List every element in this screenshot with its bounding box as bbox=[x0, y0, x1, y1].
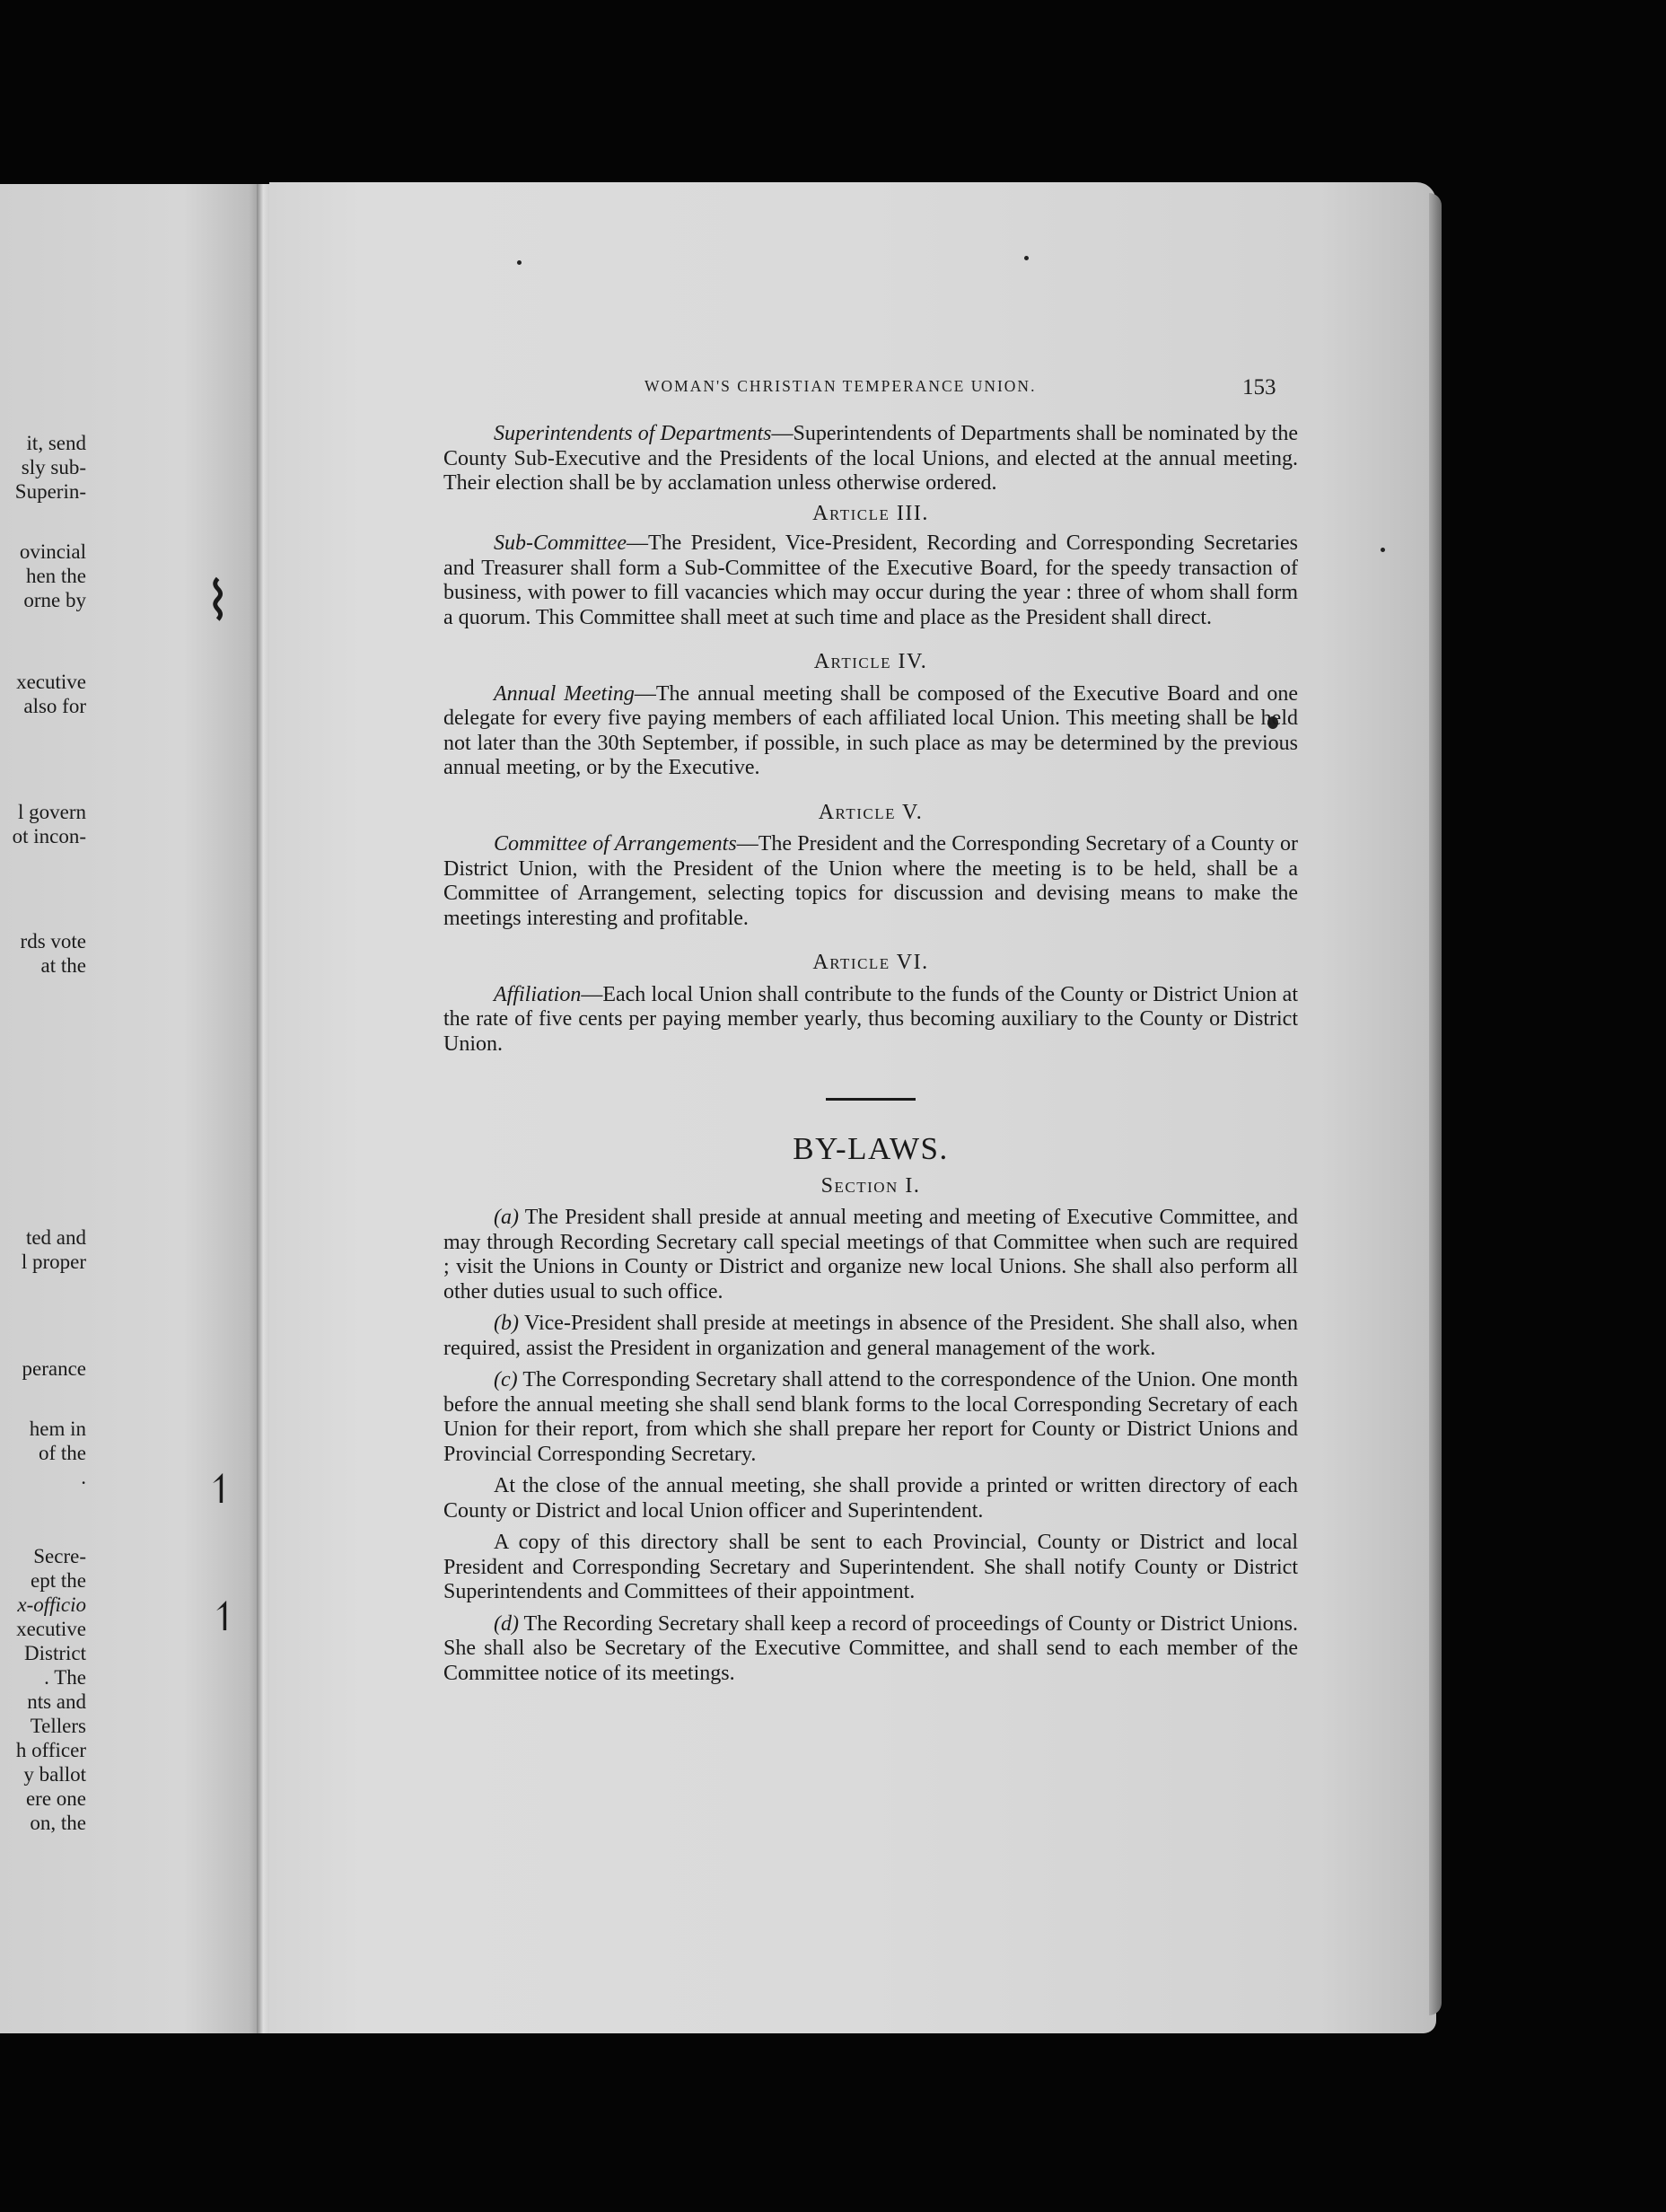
article-paragraph bbox=[443, 832, 1298, 931]
speck bbox=[1381, 548, 1385, 552]
left-fragment: ere one bbox=[25, 1787, 86, 1810]
left-fragment: xecutive bbox=[16, 1618, 86, 1640]
paragraph-text: —The annual meeting shall be composed of the Executive Board and one delegate for every five paying members of each affiliated local Union. This meeting shall be held not later than the 30th September, if possible, in such place as may be determined by the previous annual meeting, or by the Executive. bbox=[443, 681, 1298, 779]
paragraph-lead: Affiliation bbox=[494, 982, 582, 1006]
clause-text: The Corresponding Secretary shall attend to the correspondence of the Union. One month before the annual meeting she shall send blank forms to the local Corresponding Secretary of each Union for their report, from which she shall prepare her report for County or District Unions and Provincial Corresponding Secretary. bbox=[443, 1368, 1298, 1466]
article-heading: Article IV. bbox=[813, 650, 928, 673]
paragraph-lead: Annual Meeting bbox=[494, 681, 635, 706]
left-fragment: sly sub- bbox=[21, 456, 86, 478]
paragraph-text: —Superintendents of Departments shall be nominated by the County Sub-Executive and the Presidents of the local Unions, and elected at the annual meeting. Their election shall be by acclamation unless otherwise ordered. bbox=[443, 422, 1298, 495]
left-page-text bbox=[0, 184, 86, 2033]
superintendents-paragraph bbox=[443, 422, 1298, 496]
paragraph-text: —The President, Vice-President, Recording and Corresponding Secretaries and Treasurer shall form a Sub-Committee of the Executive Board, for the speedy transaction of business, with power to fill vacancies which may occur during the year : three of whom shall form a quorum. This Committee shall meet at such time and place as the President shall direct. bbox=[443, 531, 1298, 629]
clause-text: The Recording Secretary shall keep a record of proceedings of County or District Unions. She shall also be Secretary of the Executive Committee, and shall send to each member of the Committee notice of its meetings. bbox=[443, 1611, 1298, 1685]
paragraph-lead: Superintendents of Departments bbox=[494, 422, 772, 445]
paragraph-lead: Committee of Arrangements bbox=[494, 832, 737, 856]
clause-mark: (a) bbox=[494, 1206, 519, 1229]
section-heading: Section I. bbox=[820, 1173, 921, 1198]
left-fragment: Tellers bbox=[30, 1715, 86, 1737]
left-fragment: l govern bbox=[17, 801, 86, 823]
paragraph-text: —Each local Union shall contribute to the funds of the County or District Union at the rate of five cents per paying member yearly, thus becoming auxiliary to the County or District Union. bbox=[443, 982, 1298, 1056]
speck bbox=[517, 260, 522, 265]
left-fragment: Superin- bbox=[14, 480, 86, 503]
article-heading: Article VI. bbox=[812, 951, 929, 974]
page-fore-edge bbox=[1429, 193, 1442, 2015]
left-fragment: on, the bbox=[30, 1812, 86, 1834]
left-fragment: ept the bbox=[31, 1569, 86, 1592]
clause-text: Vice-President shall preside at meetings in absence of the President. She shall also, when required, assist the President in organization and general management of the work. bbox=[443, 1312, 1298, 1360]
left-fragment: y ballot bbox=[23, 1763, 86, 1786]
paragraph-lead: Sub-Committee bbox=[494, 531, 627, 555]
left-fragment: h officer bbox=[15, 1739, 86, 1761]
left-fragment: at the bbox=[40, 954, 86, 977]
left-fragment: l proper bbox=[21, 1251, 86, 1273]
left-fragment: hen the bbox=[25, 565, 86, 587]
left-fragment: of the bbox=[38, 1442, 86, 1464]
left-fragment: ot incon- bbox=[12, 825, 86, 847]
left-fragment: also for bbox=[23, 695, 86, 717]
left-fragment: xecutive bbox=[16, 671, 86, 693]
left-fragment: hem in bbox=[29, 1418, 86, 1440]
left-fragment: rds vote bbox=[20, 930, 86, 952]
article-heading: Article III. bbox=[812, 501, 929, 525]
bylaws-title: BY-LAWS. bbox=[793, 1131, 949, 1166]
left-fragment: District bbox=[24, 1642, 86, 1664]
left-fragment: it, send bbox=[26, 432, 86, 454]
clause-mark: (c) bbox=[494, 1368, 518, 1391]
bylaw-clause bbox=[443, 1612, 1298, 1687]
article-paragraph bbox=[443, 682, 1298, 781]
binding-stitch-mark: ↿ bbox=[205, 1468, 238, 1512]
left-fragment: ted and bbox=[25, 1226, 86, 1249]
left-fragment: . bbox=[81, 1466, 86, 1488]
clause-mark: (d) bbox=[494, 1611, 519, 1636]
section-divider bbox=[826, 1098, 916, 1101]
left-fragment: Secre- bbox=[33, 1545, 86, 1567]
bylaw-clause bbox=[443, 1368, 1298, 1467]
paragraph-text: —The President and the Corresponding Secretary of a County or District Union, with the President of the Union where the meeting is to be held, shall be a Committee of Arrangement, selecting topics for discussion and devising means to make the meetings interesting and profitable. bbox=[443, 832, 1299, 930]
bylaw-clause bbox=[443, 1206, 1298, 1304]
left-fragment: orne by bbox=[23, 589, 86, 611]
page-number: 153 bbox=[1242, 375, 1276, 399]
left-fragment: perance bbox=[22, 1357, 86, 1380]
left-page bbox=[0, 184, 262, 2033]
bylaw-clause: At the close of the annual meeting, she shall provide a printed or written directory of each County or District and local Union officer and Superintendent. bbox=[443, 1474, 1298, 1523]
article-heading: Article V. bbox=[818, 800, 924, 824]
binding-stitch-mark: ↿ bbox=[208, 1595, 241, 1639]
left-fragment: ovincial bbox=[19, 540, 86, 563]
article-paragraph bbox=[443, 531, 1298, 630]
bylaw-clause bbox=[443, 1312, 1298, 1361]
left-fragment: nts and bbox=[27, 1690, 86, 1713]
speck bbox=[1024, 256, 1029, 260]
running-head: WOMAN'S CHRISTIAN TEMPERANCE UNION. bbox=[644, 377, 1037, 395]
clause-mark: (b) bbox=[494, 1312, 519, 1335]
bylaw-clause: A copy of this directory shall be sent to each Provincial, County or District and local President and Corresponding Secretary and Superintendent. She shall notify County or District Superintendents and Committees of their appointment. bbox=[443, 1531, 1298, 1603]
article-paragraph bbox=[443, 983, 1298, 1058]
clause-text: The President shall preside at annual meeting and meeting of Executive Committee, and may through Recording Secretary call special meetings of that Committee when such are required ; visit the Unions in County or District and organize new local Unions. She shall also perform all other duties usual to such office. bbox=[443, 1206, 1298, 1304]
binding-stitch-mark: ⌇ bbox=[205, 572, 232, 631]
left-fragment: . The bbox=[44, 1666, 86, 1689]
page-body bbox=[443, 422, 1298, 1686]
left-fragment: x-officio bbox=[17, 1593, 86, 1616]
